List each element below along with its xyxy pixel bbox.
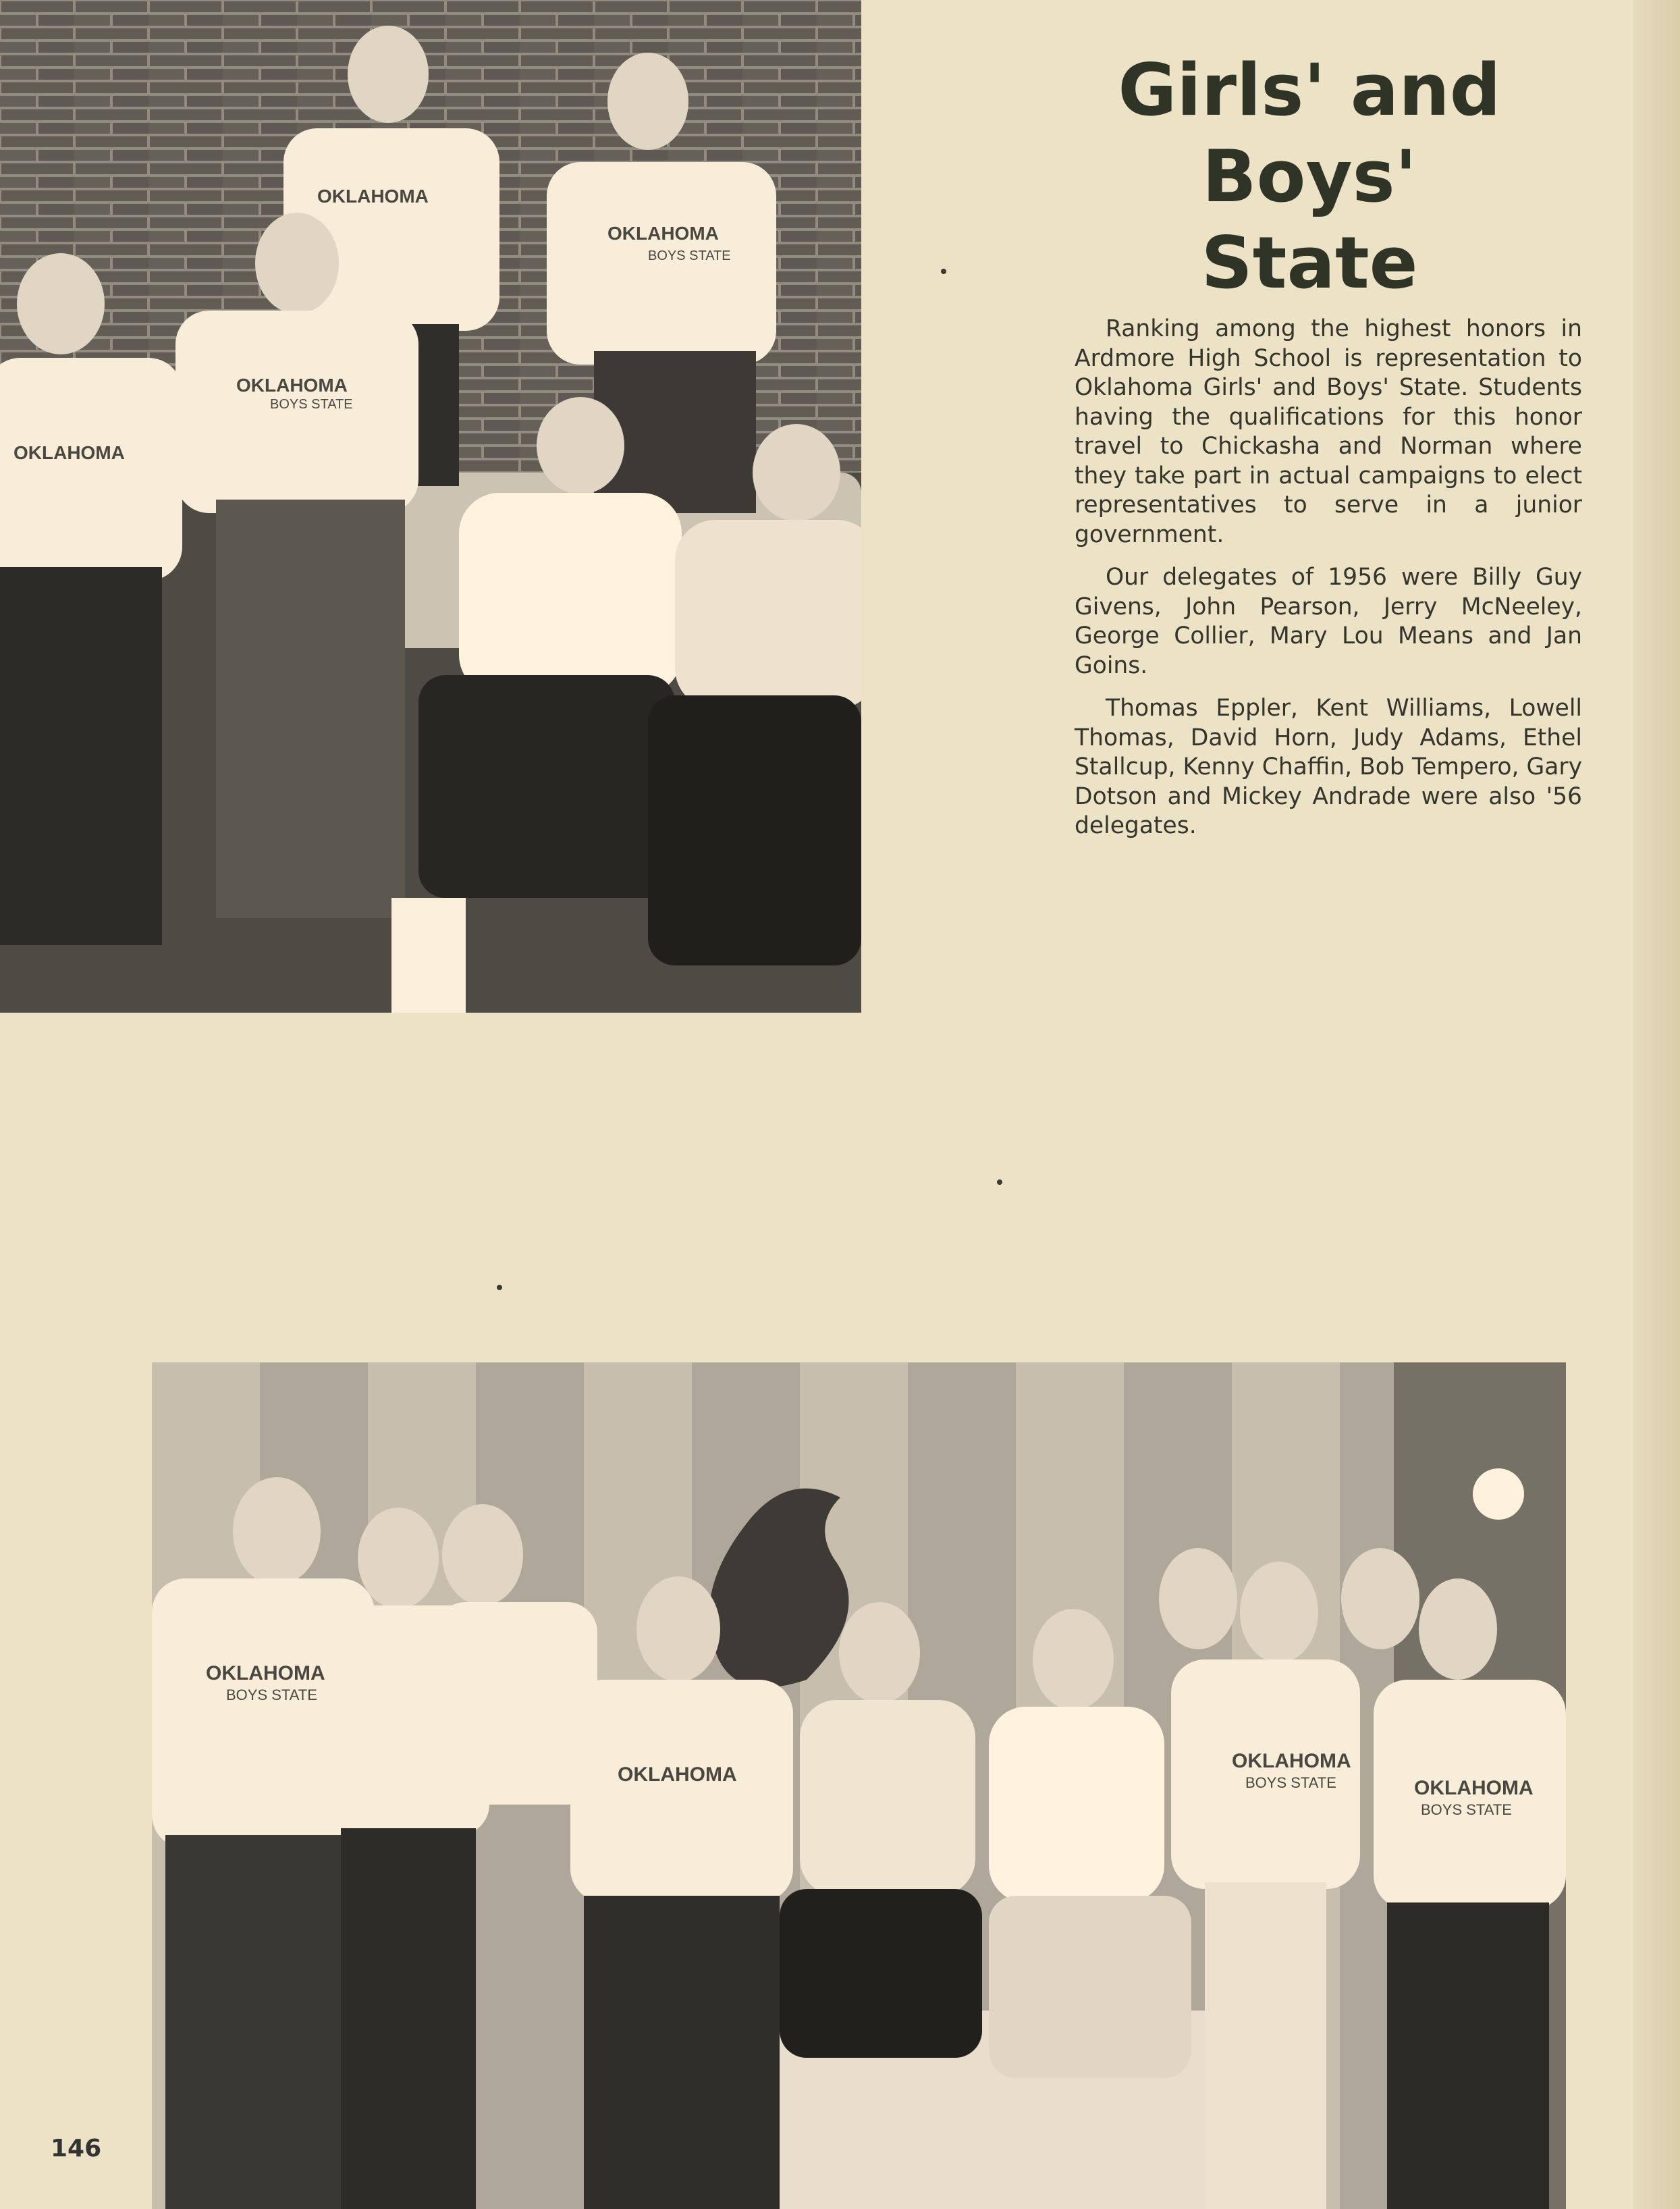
paragraph-3: Thomas Eppler, Kent Williams, Lowell Thomas, David Horn, Judy Adams, Ethel Stallcup, Kenny Chaffin, Bob Tempero, Gary Dotson and Mickey Andrade were also '56 delegates. [1075, 695, 1582, 839]
print-speck [997, 1179, 1002, 1185]
shirt-text-top-2: OKLAHOMA [607, 223, 719, 244]
shirt-text-top-1: OKLAHOMA [317, 186, 429, 207]
shirt-text-bottom-1: OKLAHOMA [206, 1662, 325, 1684]
shirt-text-top-3: OKLAHOMA [236, 375, 348, 396]
shirt-text-bottom-4: OKLAHOMA [1414, 1777, 1534, 1799]
photo-delegates-group-illustration [152, 1362, 1566, 2209]
page-title-line-1: Girls' and Boys' [1118, 49, 1501, 218]
paragraph-1: Ranking among the highest honors in Ardmore High School is representation to Oklahoma Girls' and Boys' State. Students having the qualifications for this honor travel to Chickasha and Norman where they take part in actual campaigns to elect representatives to serve in a junior government. [1075, 315, 1582, 548]
print-speck [941, 269, 946, 274]
shirt-sub-top-3: BOYS STATE [270, 397, 353, 412]
shirt-text-bottom-2: OKLAHOMA [618, 1763, 737, 1786]
shirt-sub-bottom-3: BOYS STATE [1245, 1774, 1336, 1791]
article-body [1075, 315, 1582, 855]
shirt-text-top-4: OKLAHOMA [13, 442, 125, 463]
page-number: 146 [51, 2135, 102, 2162]
page-title-line-2: State [1201, 221, 1418, 304]
page-edge [1633, 0, 1680, 2209]
photo-delegates-group [152, 1362, 1566, 2209]
photo-delegates-1956-illustration [0, 0, 861, 1013]
print-speck [497, 1285, 502, 1290]
shirt-sub-top-2: BOYS STATE [648, 248, 731, 263]
shirt-text-bottom-3: OKLAHOMA [1232, 1750, 1351, 1772]
photo-delegates-1956 [0, 0, 861, 1013]
paragraph-2: Our delegates of 1956 were Billy Guy Givens, John Pearson, Jerry McNeeley, George Collier, Mary Lou Means and Jan Goins. [1075, 564, 1582, 679]
wall-lamp [1473, 1468, 1524, 1520]
shirt-sub-bottom-4: BOYS STATE [1421, 1801, 1512, 1818]
shirt-sub-bottom-1: BOYS STATE [226, 1686, 317, 1703]
page-title [1006, 47, 1613, 307]
